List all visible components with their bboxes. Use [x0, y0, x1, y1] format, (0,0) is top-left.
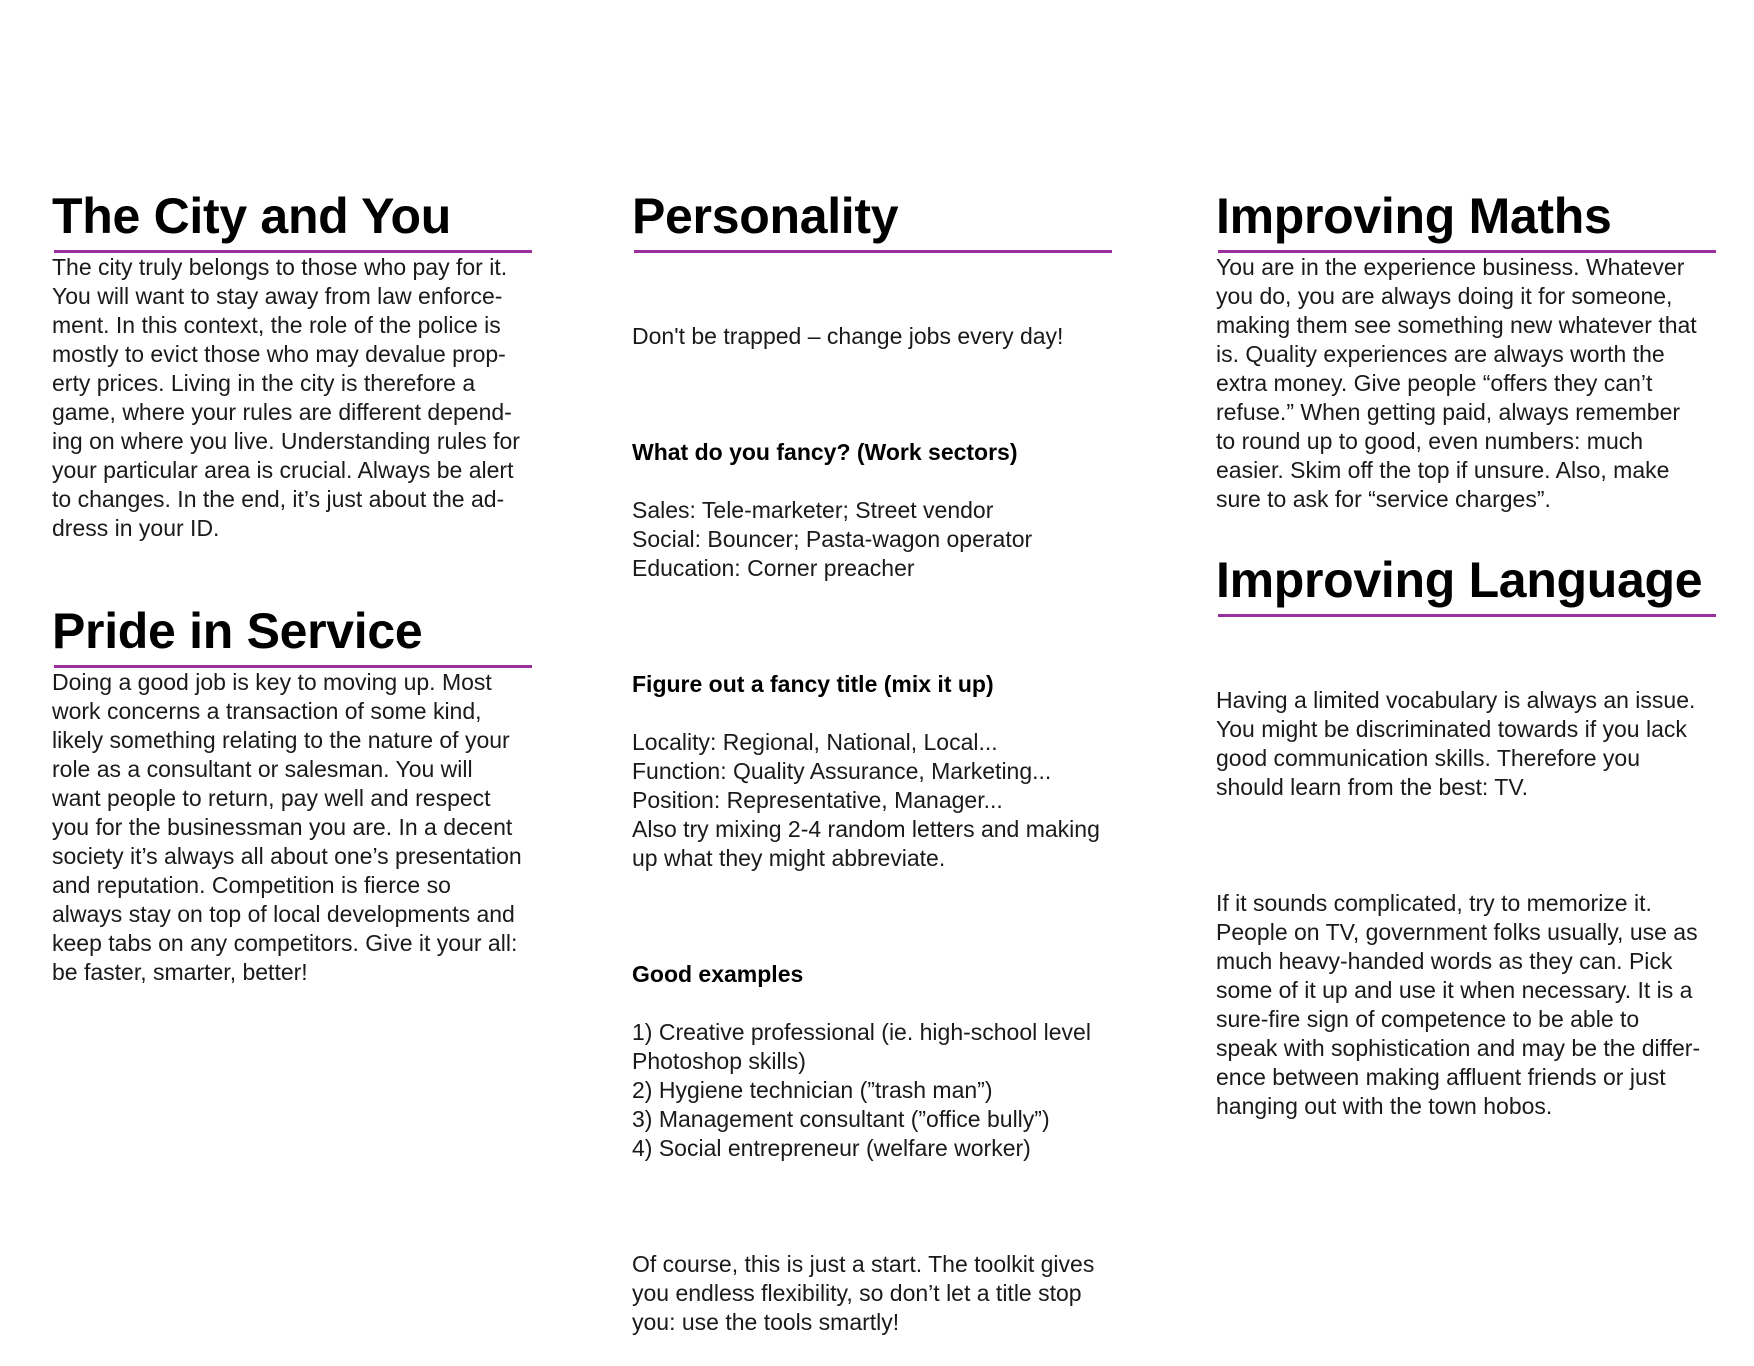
heading-improving-maths: Improving Maths	[1216, 188, 1612, 244]
personality-intro: Don't be trapped – change jobs every day!	[632, 323, 1064, 349]
heading-underline	[1218, 614, 1716, 617]
column-personality	[632, 186, 1122, 1366]
heading-improving-language: Improving Language	[1216, 552, 1703, 608]
personality-body	[632, 293, 1122, 1366]
maths-paragraph: You are in the experience business. Whatever you do, you are always doing it for someone, making them see something new whatever that is. Quality experiences are always worth the extra money. Give people “offers they can’t refuse.” When getting paid, always remember to round up to good, even numbers: much easier. Skim off the top if unsure. Also, make sure to ask for “service charges”.	[1216, 254, 1697, 512]
language-paragraph-1: Having a limited vocabulary is always an issue. You might be discriminated towards if you lack good communication skills. Therefore you should learn from the best: TV.	[1216, 687, 1696, 800]
pride-paragraph: Doing a good job is key to moving up. Most work concerns a transaction of some kind, likely something relating to the nature of your role as a consultant or salesman. You will want people to return, pay well and respect you for the businessman you are. In a decent society it’s always all about one’s presentation and reputation. Competition is fierce so always stay on top of local developments and keep tabs on any competitors. Give it your all: be faster, smarter, better!	[52, 669, 522, 985]
language-section	[1216, 550, 1716, 1150]
fancy-title-title: Figure out a fancy title (mix it up)	[632, 671, 994, 697]
work-sectors-list: Sales: Tele-marketer; Street vendor Social: Bouncer; Pasta-wagon operator Education: Corner preacher	[632, 497, 1033, 581]
personality-outro: Of course, this is just a start. The toolkit gives you endless flexibility, so don’t let a title stop you: use the tools smartly!	[632, 1251, 1095, 1335]
column-city-and-service	[52, 186, 542, 987]
heading-pride-in-service: Pride in Service	[52, 603, 423, 659]
good-examples-list: 1) Creative professional (ie. high-school level Photoshop skills) 2) Hygiene technician (”trash man”) 3) Management consultant (”office bully”) 4) Social entrepreneur (welfare worker)	[632, 1019, 1091, 1161]
pride-section	[52, 601, 542, 987]
heading-city-and-you: The City and You	[52, 188, 451, 244]
column-improving	[1216, 186, 1716, 1150]
fancy-title-list: Locality: Regional, National, Local... Function: Quality Assurance, Marketing... Position: Representative, Manager... Also try mixing 2-4 random letters and making up what they might abbreviate.	[632, 729, 1100, 871]
heading-personality: Personality	[632, 188, 899, 244]
work-sectors-title: What do you fancy? (Work sectors)	[632, 439, 1018, 465]
heading-underline	[634, 250, 1112, 253]
language-paragraph-2: If it sounds complicated, try to memorize it. People on TV, government folks usually, use as much heavy-handed words as they can. Pick some of it up and use it when necessary. It is a sure-fire sign of competence to be able to speak with sophistication and may be the differ- ence between making affluent friends or just hanging out with the town hobos.	[1216, 890, 1701, 1119]
good-examples-title: Good examples	[632, 961, 804, 987]
language-body	[1216, 657, 1716, 1150]
city-paragraph: The city truly belongs to those who pay for it. You will want to stay away from law enforce- ment. In this context, the role of the police is mostly to evict those who may devalue prop- erty prices. Living in the city is therefore a game, where your rules are different depend- ing on where you live. Understanding rules for your particular area is crucial. Always be alert to changes. In the end, it’s just about the ad- dress in your ID.	[52, 254, 520, 541]
